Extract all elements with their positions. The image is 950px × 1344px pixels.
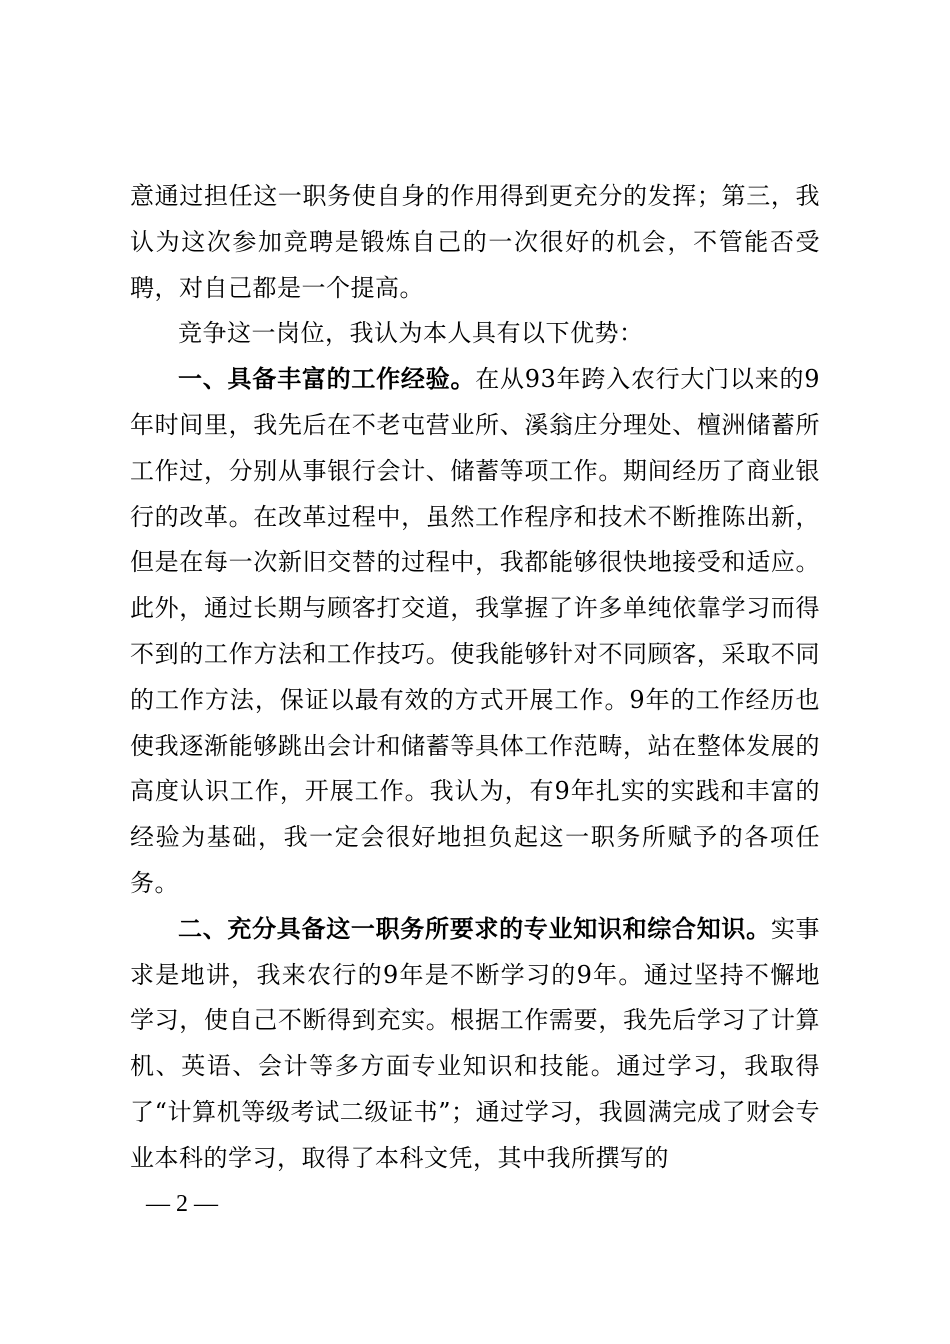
paragraph-text: 实事求是地讲，我来农行的9年是不断学习的9年。通过坚持不懈地学习，使自己不断得到充实。根据工作需要，我先后学习了计算机、英语、会计等多方面专业知识和技能。通过学习，我取得了“计算机等级考试二级证书”；通过学习，我圆满完成了财会专业本科的学习，取得了本科文凭，其中我所撰写的 <box>130 914 821 1172</box>
paragraph-advantages-intro <box>130 311 820 357</box>
paragraph-text: 意通过担任这一职务使自身的作用得到更充分的发挥；第三，我认为这次参加竞聘是锻炼自己的一次很好的机会，不管能否受聘，对自己都是一个提高。 <box>130 182 820 302</box>
paragraph-continuation <box>130 174 820 311</box>
section-heading: 二、充分具备这一职务所要求的专业知识和综合知识。 <box>178 914 771 943</box>
section-heading: 一、具备丰富的工作经验。 <box>178 365 476 394</box>
document-body <box>130 174 820 1182</box>
page-number: — 2 — <box>146 1191 218 1217</box>
paragraph-advantage-one <box>130 357 820 907</box>
paragraph-text: 在从93年跨入农行大门以来的9年时间里，我先后在不老屯营业所、溪翁庄分理处、檀洲储蓄所工作过，分别从事银行会计、储蓄等项工作。期间经历了商业银行的改革。在改革过程中，虽然工作程序和技术不断推陈出新，但是在每一次新旧交替的过程中，我都能够很快地接受和适应。此外，通过长期与顾客打交道，我掌握了许多单纯依靠学习而得不到的工作方法和工作技巧。使我能够针对不同顾客，采取不同的工作方法，保证以最有效的方式开展工作。9年的工作经历也使我逐渐能够跳出会计和储蓄等具体工作范畴，站在整体发展的高度认识工作，开展工作。我认为，有9年扎实的实践和丰富的经验为基础，我一定会很好地担负起这一职务所赋予的各项任务。 <box>130 365 821 897</box>
paragraph-text: 竞争这一岗位，我认为本人具有以下优势： <box>178 319 644 348</box>
paragraph-advantage-two <box>130 907 820 1182</box>
